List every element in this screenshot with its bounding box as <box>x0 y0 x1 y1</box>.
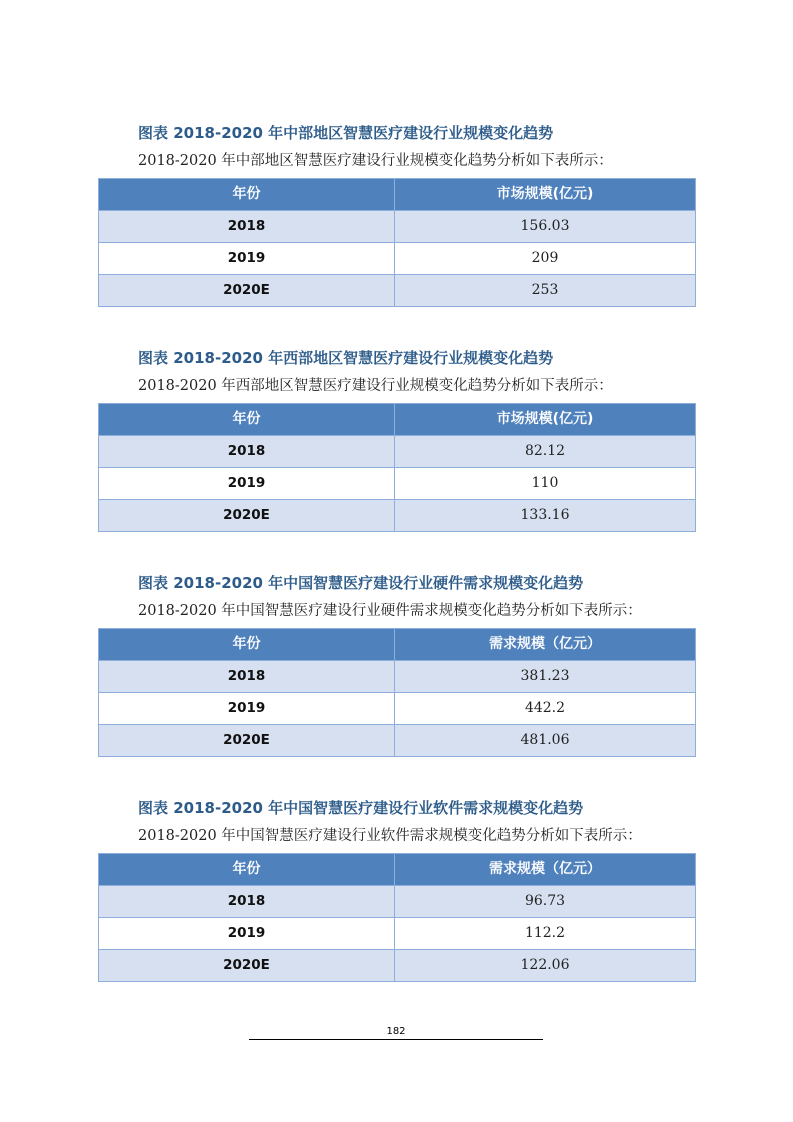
table-row <box>99 468 696 500</box>
table-row <box>99 725 696 757</box>
header-value: 需求规模（亿元） <box>395 629 696 661</box>
data-table <box>98 178 696 307</box>
section-intro: 2018-2020 年西部地区智慧医疗建设行业规模变化趋势分析如下表所示： <box>138 378 613 394</box>
table-row <box>99 950 696 982</box>
cell-year: 2020E <box>99 950 395 982</box>
header-value: 市场规模(亿元) <box>395 404 696 436</box>
cell-year: 2020E <box>99 500 395 532</box>
footer-divider <box>249 1039 543 1040</box>
table-row <box>99 500 696 532</box>
data-table <box>98 628 696 757</box>
table-row <box>99 436 696 468</box>
data-table <box>98 853 696 982</box>
cell-year: 2018 <box>99 211 395 243</box>
table-header-row <box>99 179 696 211</box>
table-header-row <box>99 404 696 436</box>
header-value: 市场规模(亿元) <box>395 179 696 211</box>
header-year: 年份 <box>99 854 395 886</box>
table-row <box>99 661 696 693</box>
cell-value: 133.16 <box>395 500 696 532</box>
cell-value: 381.23 <box>395 661 696 693</box>
cell-year: 2019 <box>99 243 395 275</box>
cell-year: 2019 <box>99 468 395 500</box>
section-intro: 2018-2020 年中部地区智慧医疗建设行业规模变化趋势分析如下表所示： <box>138 153 613 169</box>
cell-value: 110 <box>395 468 696 500</box>
section-intro: 2018-2020 年中国智慧医疗建设行业软件需求规模变化趋势分析如下表所示： <box>138 828 642 844</box>
table-row <box>99 918 696 950</box>
table-header-row <box>99 629 696 661</box>
table-header-row <box>99 854 696 886</box>
cell-value: 122.06 <box>395 950 696 982</box>
cell-year: 2018 <box>99 436 395 468</box>
header-year: 年份 <box>99 629 395 661</box>
cell-value: 442.2 <box>395 693 696 725</box>
page-number: 182 <box>386 1026 406 1037</box>
header-year: 年份 <box>99 404 395 436</box>
section-title: 图表 2018-2020 年中部地区智慧医疗建设行业规模变化趋势 <box>138 124 554 142</box>
table-row <box>99 243 696 275</box>
cell-value: 156.03 <box>395 211 696 243</box>
cell-year: 2020E <box>99 725 395 757</box>
cell-year: 2019 <box>99 918 395 950</box>
table-row <box>99 275 696 307</box>
header-year: 年份 <box>99 179 395 211</box>
cell-value: 209 <box>395 243 696 275</box>
cell-year: 2018 <box>99 886 395 918</box>
data-table <box>98 403 696 532</box>
section-intro: 2018-2020 年中国智慧医疗建设行业硬件需求规模变化趋势分析如下表所示： <box>138 603 642 619</box>
section-title: 图表 2018-2020 年西部地区智慧医疗建设行业规模变化趋势 <box>138 349 554 367</box>
cell-year: 2020E <box>99 275 395 307</box>
cell-value: 82.12 <box>395 436 696 468</box>
header-value: 需求规模（亿元） <box>395 854 696 886</box>
section-title: 图表 2018-2020 年中国智慧医疗建设行业硬件需求规模变化趋势 <box>138 574 584 592</box>
cell-year: 2019 <box>99 693 395 725</box>
cell-value: 96.73 <box>395 886 696 918</box>
section-title: 图表 2018-2020 年中国智慧医疗建设行业软件需求规模变化趋势 <box>138 799 584 817</box>
table-row <box>99 211 696 243</box>
cell-year: 2018 <box>99 661 395 693</box>
cell-value: 112.2 <box>395 918 696 950</box>
table-row <box>99 693 696 725</box>
cell-value: 481.06 <box>395 725 696 757</box>
cell-value: 253 <box>395 275 696 307</box>
table-row <box>99 886 696 918</box>
